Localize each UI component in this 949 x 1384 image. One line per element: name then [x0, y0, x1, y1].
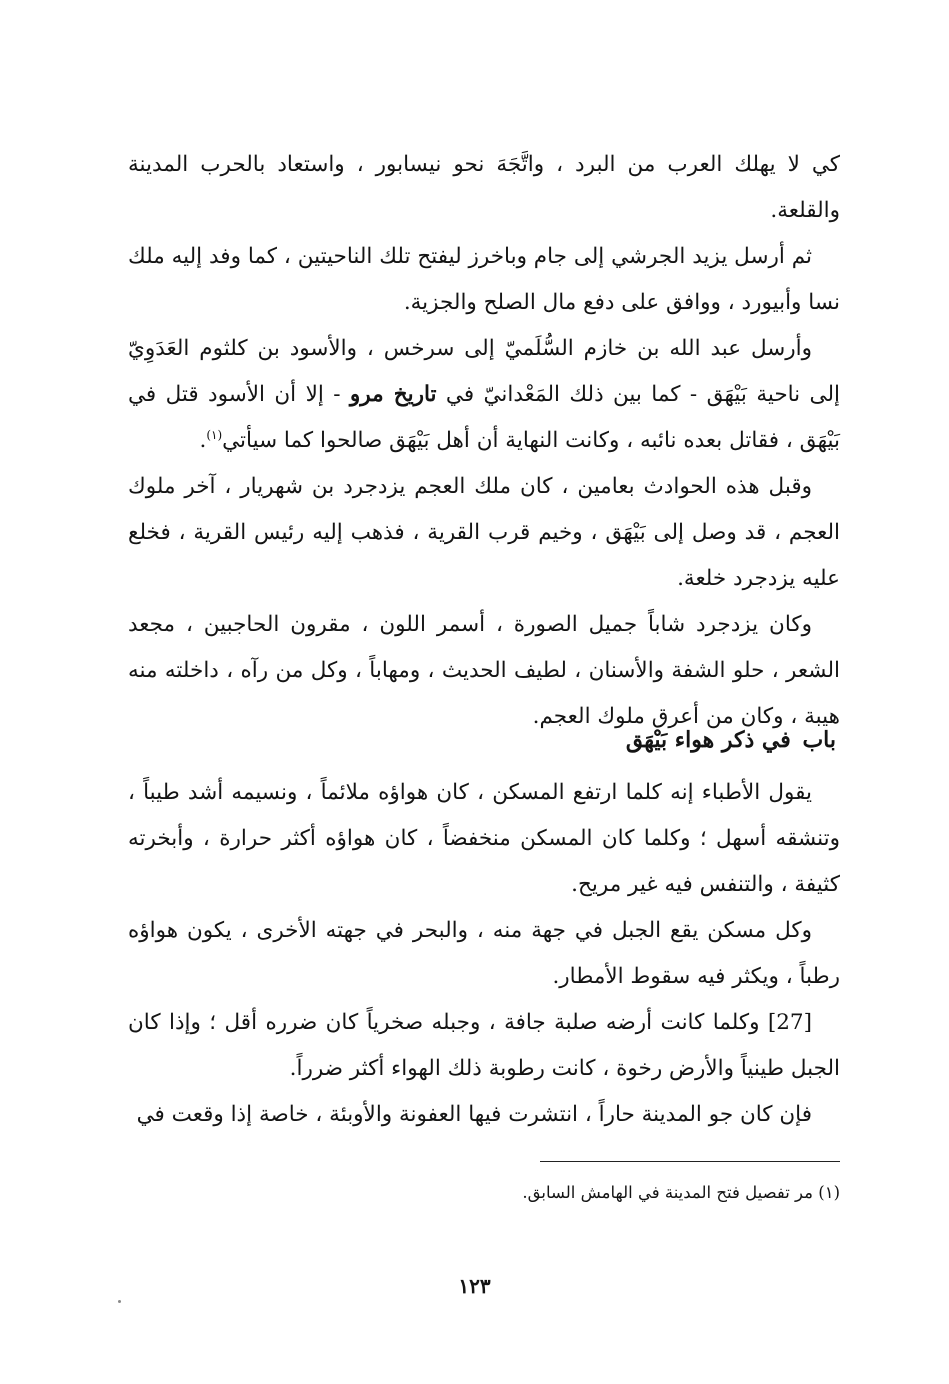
paragraph-4: وقبل هذه الحوادث بعامين ، كان ملك العجم يزدجرد بن شهريار ، آخر ملوك العجم ، قد وصل إلى بَيْهَق ، وخيم قرب القرية ، فذهب إليه رئيس القرية ، فخلع عليه يزدجرد خلعة. — [128, 474, 840, 591]
main-text-block-2 — [128, 770, 840, 1138]
footnote-divider — [540, 1161, 840, 1162]
paragraph-5: وكان يزدجرد شاباً جميل الصورة ، أسمر اللون ، مقرون الحاجبين ، مجعد الشعر ، حلو الشفة والأسنان ، لطيف الحديث ، ومهاباً ، وكل من رآه ، داخلته منه هيبة ، وكان من أعرق ملوك العجم. — [128, 612, 840, 729]
paragraph-7: وكل مسكن يقع الجبل في جهة منه ، والبحر في جهته الأخرى ، يكون هواؤه رطباً ، ويكثر فيه سقوط الأمطار. — [128, 918, 840, 989]
section-heading-title: في ذكر هواء بَيْهَق — [625, 727, 791, 753]
section-heading — [128, 725, 840, 755]
paragraph-1: كي لا يهلك العرب من البرد ، واتَّجَهَ نحو نيسابور ، واستعاد بالحرب المدينة والقلعة. — [128, 152, 840, 223]
paragraph-6: يقول الأطباء إنه كلما ارتفع المسكن ، كان هواؤه ملائماً ، ونسيمه أشد طيباً ، وتنشقه أسهل ؛ وكلما كان المسكن منخفضاً ، كان هواؤه أكثر حرارة ، وأبخرته كثيفة ، والتنفس فيه غير مريح. — [128, 780, 840, 897]
paragraph-3 — [128, 326, 840, 464]
paragraph-2: ثم أرسل يزيد الجرشي إلى جام وباخرز ليفتح تلك الناحيتين ، كما وفد إليه ملك نسا وأبيورد ، ووافق على دفع مال الصلح والجزية. — [128, 244, 840, 315]
footnote-reference: (١) — [206, 427, 223, 442]
main-text-block-1 — [128, 142, 840, 740]
scan-speck — [118, 1300, 121, 1303]
page-number: ١٢٣ — [458, 1274, 491, 1298]
paragraph-9: فإن كان جو المدينة حاراً ، انتشرت فيها العفونة والأوبئة ، خاصة إذا وقعت في — [136, 1102, 812, 1127]
book-title-tarikh-marw: تاريخ مرو — [349, 382, 437, 407]
footnote: (١) مر تفصيل فتح المدينة في الهامش السابق. — [522, 1183, 840, 1202]
paragraph-3-end: . — [199, 428, 207, 453]
paragraph-8 — [128, 1000, 840, 1092]
paragraph-3-part-b: - إلا أن الأسود قتل في بَيْهَق ، فقاتل بعده نائبه ، وكانت النهاية أن أهل بَيْهَق صالحوا كما سيأتي — [128, 382, 840, 453]
source-page-marker: [27] — [767, 1010, 812, 1035]
paragraph-3-part-a: وأرسل عبد الله بن خازم السُّلَميّ إلى سرخس ، والأسود بن كلثوم العَدَوِيّ إلى ناحية بَيْهَق - كما بين ذلك المَعْدانيّ في — [128, 336, 841, 407]
section-heading-prefix: باب — [802, 727, 836, 753]
paragraph-8-text: وكلما كانت أرضه صلبة جافة ، وجبله صخرياً كان ضرره أقل ؛ وإذا كان الجبل طينياً والأرض رخوة ، كانت رطوبة ذلك الهواء أكثر ضرراً. — [128, 1010, 840, 1081]
